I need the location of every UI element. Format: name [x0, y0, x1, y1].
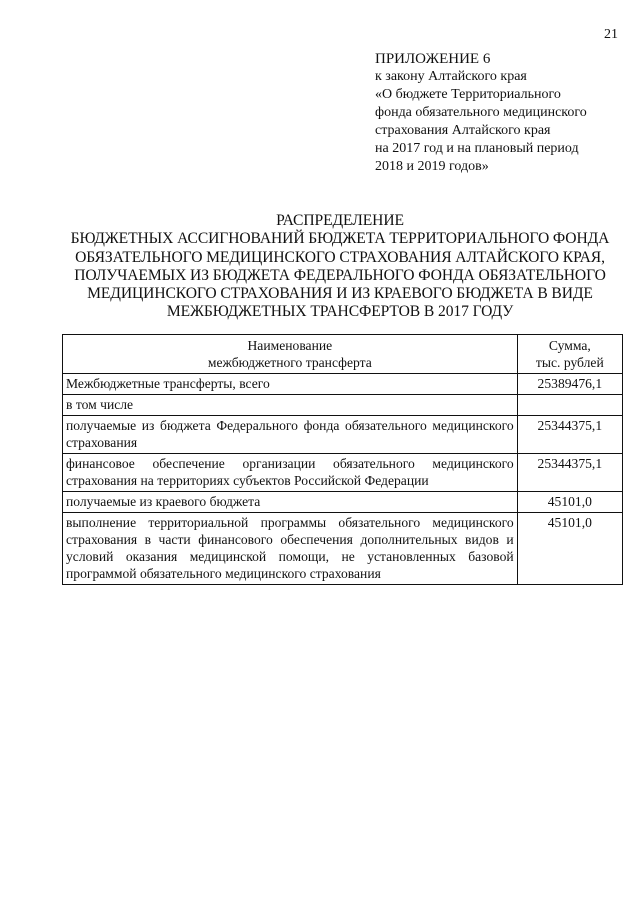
table-row [63, 395, 623, 416]
table-row [63, 454, 623, 492]
appendix-line: 2018 и 2019 годов» [375, 159, 489, 174]
row-sum: 45101,0 [517, 492, 622, 513]
row-name: в том числе [63, 395, 518, 416]
heading-line: РАСПРЕДЕЛЕНИЕ [276, 212, 404, 229]
table-header-row [63, 335, 623, 374]
heading-line: БЮДЖЕТНЫХ АССИГНОВАНИЙ БЮДЖЕТА ТЕРРИТОРИАЛЬНОГО ФОНДА [70, 230, 610, 248]
appendix-title: ПРИЛОЖЕНИЕ 6 [375, 51, 491, 67]
row-name: получаемые из краевого бюджета [63, 492, 518, 513]
table-row [63, 513, 623, 585]
row-name: выполнение территориальной программы обязательного медицинского страхования в части финансового обеспечения дополнительных видов и условий оказания медицинской помощи, не установленных базовой программой обязательного медицинского страхования [63, 513, 518, 585]
heading-line: МЕЖБЮДЖЕТНЫХ ТРАНСФЕРТОВ В 2017 ГОДУ [166, 303, 514, 321]
row-name: финансовое обеспечение организации обязательного медицинского страхования на территориях субъектов Российской Федерации [63, 454, 518, 492]
appendix-line: на 2017 год и на плановый период [375, 141, 579, 156]
transfers-table [62, 334, 623, 585]
document-heading [50, 212, 630, 322]
header-name-line: Наименование [247, 338, 333, 353]
header-sum-line: Сумма, [548, 338, 591, 353]
row-sum: 25344375,1 [517, 454, 622, 492]
table-row [63, 492, 623, 513]
row-name: получаемые из бюджета Федерального фонда обязательного медицинского страхования [63, 416, 518, 454]
appendix-line: к закону Алтайского края [375, 69, 527, 84]
appendix-line: «О бюджете Территориального [375, 87, 561, 102]
row-sum: 45101,0 [517, 513, 622, 585]
heading-line: ОБЯЗАТЕЛЬНОГО МЕДИЦИНСКОГО СТРАХОВАНИЯ АЛТАЙСКОГО КРАЯ, [75, 248, 605, 266]
appendix-line: фонда обязательного медицинского [375, 105, 587, 120]
table-row [63, 374, 623, 395]
page-number: 21 [604, 27, 618, 42]
row-sum: 25344375,1 [517, 416, 622, 454]
row-sum: 25389476,1 [517, 374, 622, 395]
header-name-line: межбюджетного трансферта [207, 355, 372, 370]
header-name-cell [63, 335, 518, 374]
table-row [63, 416, 623, 454]
appendix-block [375, 50, 625, 176]
appendix-line: страхования Алтайского края [375, 123, 551, 138]
row-sum [517, 395, 622, 416]
header-sum-line: тыс. рублей [535, 355, 604, 370]
header-sum-cell [517, 335, 622, 374]
heading-line: МЕДИЦИНСКОГО СТРАХОВАНИЯ И ИЗ КРАЕВОГО БЮДЖЕТА В ВИДЕ [87, 285, 593, 303]
heading-line: ПОЛУЧАЕМЫХ ИЗ БЮДЖЕТА ФЕДЕРАЛЬНОГО ФОНДА ОБЯЗАТЕЛЬНОГО [74, 266, 606, 284]
row-name: Межбюджетные трансферты, всего [63, 374, 518, 395]
